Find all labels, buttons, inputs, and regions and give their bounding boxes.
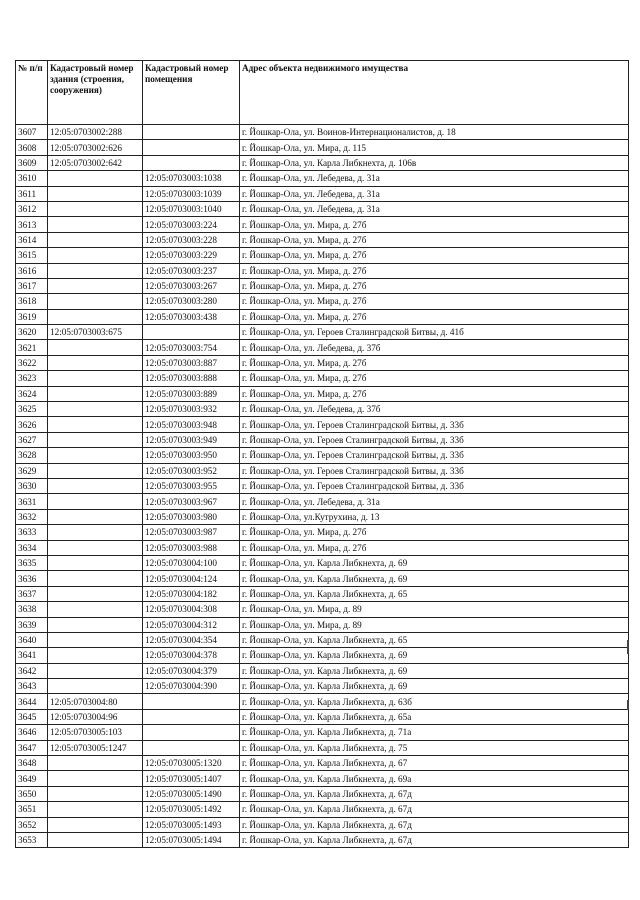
cell-address: г. Йошкар-Ола, ул. Карла Либкнехта, д. 69 [240, 571, 629, 586]
cell-number: 3632 [16, 509, 48, 524]
cell-premises-cadastral [143, 125, 240, 140]
cell-address: г. Йошкар-Ола, ул. Героев Сталинградской Битвы, д. 33б [240, 463, 629, 478]
cell-premises-cadastral: 12:05:0703003:1038 [143, 171, 240, 186]
cell-premises-cadastral: 12:05:0703005:1320 [143, 756, 240, 771]
cell-address: г. Йошкар-Ола, ул. Мира, д. 27б [240, 263, 629, 278]
table-row [16, 463, 629, 478]
cell-premises-cadastral: 12:05:0703003:229 [143, 248, 240, 263]
cell-premises-cadastral: 12:05:0703003:955 [143, 478, 240, 493]
cell-premises-cadastral: 12:05:0703003:228 [143, 232, 240, 247]
table-row [16, 140, 629, 155]
table-row [16, 679, 629, 694]
table-row [16, 771, 629, 786]
cell-number: 3617 [16, 278, 48, 293]
cell-premises-cadastral: 12:05:0703004:124 [143, 571, 240, 586]
cell-address: г. Йошкар-Ола, ул. Мира, д. 115 [240, 140, 629, 155]
cell-address: г. Йошкар-Ола, ул. Карла Либкнехта, д. 71а [240, 725, 629, 740]
header-number: № п/п [16, 61, 48, 125]
cell-number: 3624 [16, 386, 48, 401]
cell-building-cadastral [48, 201, 143, 216]
cell-address: г. Йошкар-Ола, ул. Мира, д. 27б [240, 386, 629, 401]
cell-number: 3636 [16, 571, 48, 586]
cell-building-cadastral [48, 817, 143, 832]
cell-number: 3622 [16, 355, 48, 370]
table-row [16, 386, 629, 401]
cell-premises-cadastral: 12:05:0703004:100 [143, 555, 240, 570]
cell-premises-cadastral: 12:05:0703003:967 [143, 494, 240, 509]
cell-building-cadastral [48, 648, 143, 663]
cell-address: г. Йошкар-Ола, ул. Мира, д. 27б [240, 525, 629, 540]
cell-number: 3610 [16, 171, 48, 186]
table-row [16, 371, 629, 386]
cell-address: г. Йошкар-Ола, ул. Героев Сталинградской Битвы, д. 33б [240, 478, 629, 493]
cell-premises-cadastral: 12:05:0703003:888 [143, 371, 240, 386]
table-row [16, 309, 629, 324]
table-header [16, 61, 629, 125]
table-row [16, 278, 629, 293]
cell-number: 3619 [16, 309, 48, 324]
cell-address: г. Йошкар-Ола, ул. Мира, д. 27б [240, 217, 629, 232]
cell-address: г. Йошкар-Ола, ул. Карла Либкнехта, д. 69 [240, 648, 629, 663]
cell-number: 3611 [16, 186, 48, 201]
cell-address: г. Йошкар-Ола, ул. Героев Сталинградской Битвы, д. 33б [240, 448, 629, 463]
table-row [16, 632, 629, 647]
cell-address: г. Йошкар-Ола, ул. Карла Либкнехта, д. 67д [240, 786, 629, 801]
cell-number: 3627 [16, 432, 48, 447]
cell-number: 3623 [16, 371, 48, 386]
cell-address: г. Йошкар-Ола, ул. Карла Либкнехта, д. 67д [240, 802, 629, 817]
cell-premises-cadastral: 12:05:0703004:308 [143, 602, 240, 617]
cell-number: 3607 [16, 125, 48, 140]
table-row [16, 248, 629, 263]
table-row [16, 663, 629, 678]
cell-building-cadastral [48, 186, 143, 201]
table-row [16, 201, 629, 216]
cell-building-cadastral: 12:05:0703002:626 [48, 140, 143, 155]
cell-address: г. Йошкар-Ола, ул. Лебедева, д. 37б [240, 402, 629, 417]
cell-premises-cadastral: 12:05:0703005:1490 [143, 786, 240, 801]
table-row [16, 494, 629, 509]
cell-address: г. Йошкар-Ола, ул. Карла Либкнехта, д. 67 [240, 756, 629, 771]
cell-number: 3643 [16, 679, 48, 694]
table-row [16, 340, 629, 355]
cell-number: 3642 [16, 663, 48, 678]
header-row [16, 61, 629, 125]
cell-building-cadastral [48, 171, 143, 186]
cell-address: г. Йошкар-Ола, ул. Мира, д. 27б [240, 278, 629, 293]
cell-building-cadastral: 12:05:0703003:675 [48, 325, 143, 340]
cell-building-cadastral [48, 586, 143, 601]
property-table [15, 60, 629, 848]
cell-building-cadastral [48, 832, 143, 847]
cell-address: г. Йошкар-Ола, ул. Лебедева, д. 31а [240, 186, 629, 201]
table-row [16, 540, 629, 555]
cell-address: г. Йошкар-Ола, ул. Мира, д. 27б [240, 294, 629, 309]
cell-premises-cadastral: 12:05:0703004:182 [143, 586, 240, 601]
cell-building-cadastral: 12:05:0703005:103 [48, 725, 143, 740]
cell-number: 3653 [16, 832, 48, 847]
cell-building-cadastral [48, 632, 143, 647]
cell-number: 3650 [16, 786, 48, 801]
cell-premises-cadastral: 12:05:0703003:887 [143, 355, 240, 370]
cell-building-cadastral [48, 278, 143, 293]
cell-premises-cadastral: 12:05:0703005:1494 [143, 832, 240, 847]
cell-building-cadastral [48, 217, 143, 232]
table-row [16, 217, 629, 232]
cell-number: 3648 [16, 756, 48, 771]
cell-number: 3638 [16, 602, 48, 617]
header-premises-cadastral: Кадастровый номер помещения [143, 61, 240, 125]
cell-number: 3651 [16, 802, 48, 817]
cell-number: 3640 [16, 632, 48, 647]
cell-building-cadastral [48, 617, 143, 632]
cell-premises-cadastral: 12:05:0703004:390 [143, 679, 240, 694]
cell-address: г. Йошкар-Ола, ул. Мира, д. 27б [240, 540, 629, 555]
table-row [16, 294, 629, 309]
cell-number: 3652 [16, 817, 48, 832]
cell-building-cadastral [48, 340, 143, 355]
table-row [16, 432, 629, 447]
cell-premises-cadastral: 12:05:0703003:1040 [143, 201, 240, 216]
cell-address: г. Йошкар-Ола, ул. Карла Либкнехта, д. 106в [240, 155, 629, 170]
cell-premises-cadastral: 12:05:0703003:280 [143, 294, 240, 309]
cell-building-cadastral [48, 478, 143, 493]
table-row [16, 325, 629, 340]
cell-address: г. Йошкар-Ола, ул. Карла Либкнехта, д. 69 [240, 555, 629, 570]
cell-building-cadastral [48, 432, 143, 447]
table-row [16, 709, 629, 724]
table-row [16, 802, 629, 817]
table-row [16, 509, 629, 524]
cell-address: г. Йошкар-Ола, ул. Карла Либкнехта, д. 75 [240, 740, 629, 755]
cell-premises-cadastral: 12:05:0703003:950 [143, 448, 240, 463]
cell-number: 3625 [16, 402, 48, 417]
cell-number: 3618 [16, 294, 48, 309]
cell-premises-cadastral [143, 709, 240, 724]
cell-address: г. Йошкар-Ола, ул. Мира, д. 89 [240, 602, 629, 617]
cell-building-cadastral [48, 525, 143, 540]
cell-building-cadastral [48, 771, 143, 786]
cell-address: г. Йошкар-Ола, ул. Карла Либкнехта, д. 65 [240, 586, 629, 601]
table-row [16, 756, 629, 771]
cell-address: г. Йошкар-Ола, ул. Мира, д. 27б [240, 309, 629, 324]
cell-address: г. Йошкар-Ола, ул. Карла Либкнехта, д. 65 [240, 632, 629, 647]
cell-premises-cadastral: 12:05:0703003:952 [143, 463, 240, 478]
cell-number: 3633 [16, 525, 48, 540]
cell-premises-cadastral: 12:05:0703003:949 [143, 432, 240, 447]
cell-premises-cadastral: 12:05:0703004:378 [143, 648, 240, 663]
table-body [16, 125, 629, 848]
cell-building-cadastral [48, 509, 143, 524]
cell-premises-cadastral: 12:05:0703005:1492 [143, 802, 240, 817]
cell-building-cadastral [48, 248, 143, 263]
cell-building-cadastral [48, 786, 143, 801]
cell-number: 3630 [16, 478, 48, 493]
cell-address: г. Йошкар-Ола, ул. Карла Либкнехта, д. 69 [240, 679, 629, 694]
cell-building-cadastral [48, 386, 143, 401]
cell-building-cadastral [48, 263, 143, 278]
table-row [16, 602, 629, 617]
table-row [16, 525, 629, 540]
cell-premises-cadastral: 12:05:0703003:267 [143, 278, 240, 293]
cell-number: 3628 [16, 448, 48, 463]
cell-number: 3639 [16, 617, 48, 632]
cell-number: 3621 [16, 340, 48, 355]
cell-number: 3637 [16, 586, 48, 601]
cell-building-cadastral [48, 417, 143, 432]
table-row [16, 232, 629, 247]
table-row [16, 740, 629, 755]
cell-address: г. Йошкар-Ола, ул. Мира, д. 27б [240, 355, 629, 370]
cell-building-cadastral [48, 540, 143, 555]
cell-building-cadastral [48, 402, 143, 417]
cell-premises-cadastral: 12:05:0703004:312 [143, 617, 240, 632]
cell-building-cadastral [48, 309, 143, 324]
cell-number: 3641 [16, 648, 48, 663]
table-row [16, 402, 629, 417]
table-row [16, 186, 629, 201]
cell-building-cadastral [48, 802, 143, 817]
cell-premises-cadastral: 12:05:0703003:889 [143, 386, 240, 401]
cell-building-cadastral [48, 571, 143, 586]
cell-address: г. Йошкар-Ола, ул. Карла Либкнехта, д. 63б [240, 694, 629, 709]
cell-address: г. Йошкар-Ола, ул. Карла Либкнехта, д. 67д [240, 832, 629, 847]
cell-number: 3635 [16, 555, 48, 570]
cell-number: 3645 [16, 709, 48, 724]
cell-building-cadastral [48, 355, 143, 370]
table-row [16, 155, 629, 170]
cell-number: 3649 [16, 771, 48, 786]
cell-premises-cadastral: 12:05:0703003:438 [143, 309, 240, 324]
cell-building-cadastral [48, 463, 143, 478]
cell-premises-cadastral: 12:05:0703005:1407 [143, 771, 240, 786]
table-row [16, 786, 629, 801]
cell-address: г. Йошкар-Ола, ул. Мира, д. 27б [240, 232, 629, 247]
table-row [16, 478, 629, 493]
table-row [16, 832, 629, 847]
cell-premises-cadastral: 12:05:0703003:932 [143, 402, 240, 417]
header-address: Адрес объекта недвижимого имущества [240, 61, 629, 125]
cell-number: 3620 [16, 325, 48, 340]
cell-address: г. Йошкар-Ола, ул. Лебедева, д. 37б [240, 340, 629, 355]
cell-building-cadastral: 12:05:0703002:288 [48, 125, 143, 140]
cell-number: 3609 [16, 155, 48, 170]
cell-address: г. Йошкар-Ола, ул. Мира, д. 27б [240, 248, 629, 263]
cell-address: г. Йошкар-Ола, ул. Воинов-Интернационалистов, д. 18 [240, 125, 629, 140]
cell-building-cadastral [48, 232, 143, 247]
cell-number: 3614 [16, 232, 48, 247]
cell-building-cadastral [48, 448, 143, 463]
table-row [16, 571, 629, 586]
scan-mark [627, 640, 629, 654]
cell-building-cadastral [48, 494, 143, 509]
table-row [16, 125, 629, 140]
cell-address: г. Йошкар-Ола, ул. Героев Сталинградской Битвы, д. 41б [240, 325, 629, 340]
cell-address: г. Йошкар-Ола, ул. Лебедева, д. 31а [240, 171, 629, 186]
table-row [16, 448, 629, 463]
cell-premises-cadastral [143, 725, 240, 740]
cell-number: 3612 [16, 201, 48, 216]
cell-premises-cadastral: 12:05:0703004:354 [143, 632, 240, 647]
cell-address: г. Йошкар-Ола, ул. Карла Либкнехта, д. 69 [240, 663, 629, 678]
cell-address: г. Йошкар-Ола, ул. Карла Либкнехта, д. 65а [240, 709, 629, 724]
cell-premises-cadastral: 12:05:0703003:948 [143, 417, 240, 432]
cell-building-cadastral [48, 663, 143, 678]
cell-number: 3615 [16, 248, 48, 263]
cell-building-cadastral: 12:05:0703002:642 [48, 155, 143, 170]
cell-premises-cadastral: 12:05:0703003:224 [143, 217, 240, 232]
table-row [16, 417, 629, 432]
table-row [16, 586, 629, 601]
cell-address: г. Йошкар-Ола, ул. Лебедева, д. 31а [240, 494, 629, 509]
cell-building-cadastral [48, 371, 143, 386]
table-row [16, 725, 629, 740]
cell-premises-cadastral: 12:05:0703003:987 [143, 525, 240, 540]
cell-premises-cadastral [143, 155, 240, 170]
cell-premises-cadastral: 12:05:0703003:1039 [143, 186, 240, 201]
table-row [16, 263, 629, 278]
table-row [16, 694, 629, 709]
cell-address: г. Йошкар-Ола, ул. Карла Либкнехта, д. 69а [240, 771, 629, 786]
cell-number: 3646 [16, 725, 48, 740]
scan-mark [627, 700, 629, 710]
cell-premises-cadastral: 12:05:0703005:1493 [143, 817, 240, 832]
cell-number: 3626 [16, 417, 48, 432]
table-row [16, 555, 629, 570]
cell-number: 3647 [16, 740, 48, 755]
cell-address: г. Йошкар-Ола, ул. Героев Сталинградской Битвы, д. 33б [240, 432, 629, 447]
cell-number: 3634 [16, 540, 48, 555]
cell-building-cadastral: 12:05:0703005:1247 [48, 740, 143, 755]
cell-number: 3613 [16, 217, 48, 232]
cell-premises-cadastral [143, 694, 240, 709]
cell-premises-cadastral: 12:05:0703003:237 [143, 263, 240, 278]
cell-building-cadastral [48, 294, 143, 309]
cell-premises-cadastral [143, 140, 240, 155]
table-row [16, 355, 629, 370]
cell-address: г. Йошкар-Ола, ул.Кутрухина, д. 13 [240, 509, 629, 524]
cell-premises-cadastral: 12:05:0703003:988 [143, 540, 240, 555]
cell-number: 3631 [16, 494, 48, 509]
cell-building-cadastral [48, 679, 143, 694]
cell-premises-cadastral: 12:05:0703004:379 [143, 663, 240, 678]
cell-building-cadastral [48, 756, 143, 771]
cell-number: 3608 [16, 140, 48, 155]
cell-premises-cadastral: 12:05:0703003:980 [143, 509, 240, 524]
cell-building-cadastral [48, 602, 143, 617]
cell-number: 3644 [16, 694, 48, 709]
table-row [16, 171, 629, 186]
cell-number: 3629 [16, 463, 48, 478]
cell-address: г. Йошкар-Ола, ул. Мира, д. 27б [240, 371, 629, 386]
cell-building-cadastral: 12:05:0703004:80 [48, 694, 143, 709]
cell-building-cadastral [48, 555, 143, 570]
cell-address: г. Йошкар-Ола, ул. Лебедева, д. 31а [240, 201, 629, 216]
table-row [16, 817, 629, 832]
cell-premises-cadastral [143, 740, 240, 755]
cell-premises-cadastral: 12:05:0703003:754 [143, 340, 240, 355]
cell-address: г. Йошкар-Ола, ул. Мира, д. 89 [240, 617, 629, 632]
cell-address: г. Йошкар-Ола, ул. Героев Сталинградской Битвы, д. 33б [240, 417, 629, 432]
cell-premises-cadastral [143, 325, 240, 340]
cell-building-cadastral: 12:05:0703004:96 [48, 709, 143, 724]
table-row [16, 648, 629, 663]
cell-address: г. Йошкар-Ола, ул. Карла Либкнехта, д. 67д [240, 817, 629, 832]
header-building-cadastral: Кадастровый номер здания (строения, сооружения) [48, 61, 143, 125]
table-row [16, 617, 629, 632]
cell-number: 3616 [16, 263, 48, 278]
